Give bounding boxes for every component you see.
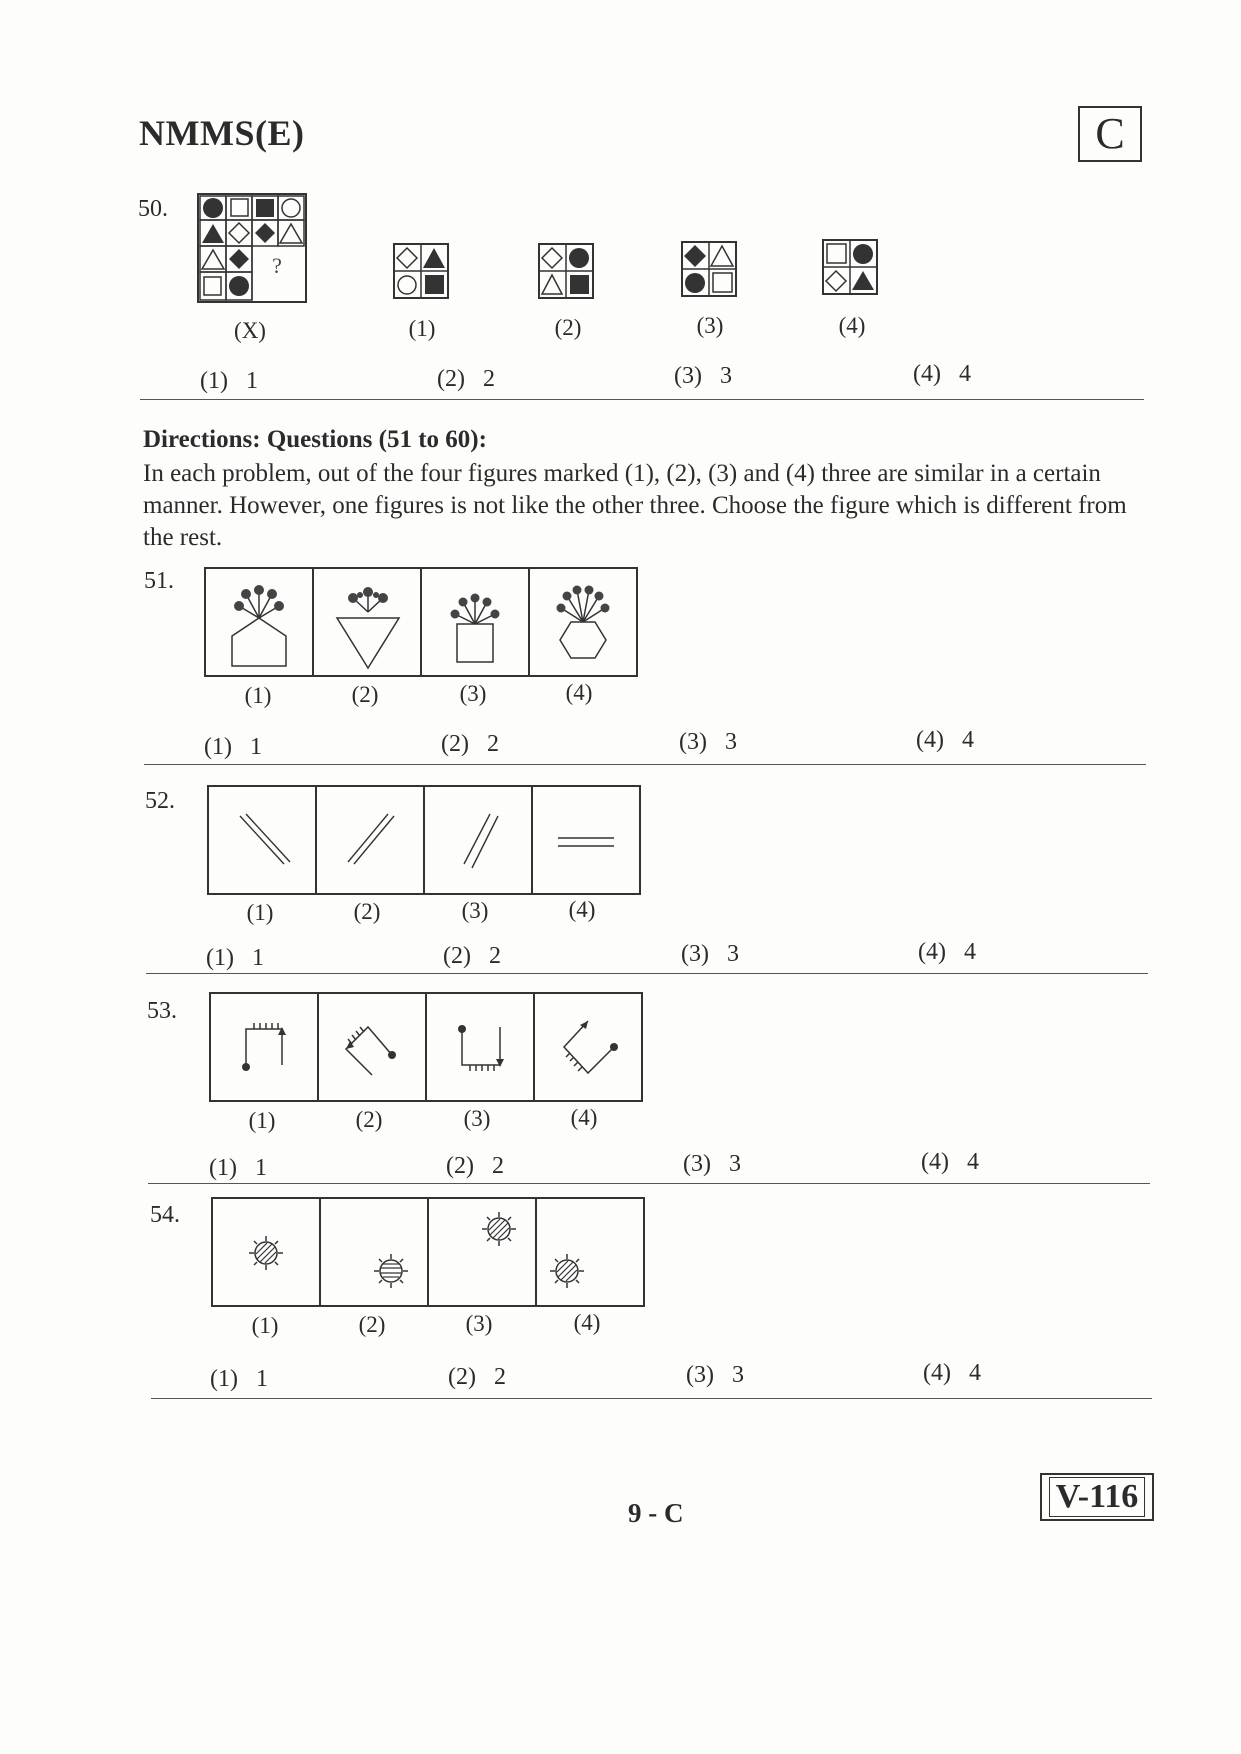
- answer-option-3[interactable]: (3) 3: [681, 941, 739, 967]
- figure-label: (4): [838, 313, 866, 338]
- slash-lines-figure: [330, 800, 410, 880]
- answer-option-4[interactable]: (4) 4: [921, 1149, 979, 1175]
- figure-cell: [209, 787, 317, 893]
- figure-cell: [427, 994, 535, 1100]
- hatched-sun-figure: [213, 1199, 319, 1305]
- backslash-lines-figure: [222, 800, 302, 880]
- answer-option-2[interactable]: (2) 2: [441, 731, 499, 757]
- figure-cell: [422, 569, 530, 675]
- figure-label: (1): [248, 1108, 276, 1133]
- q50-option-2-figure: [538, 243, 594, 299]
- figure-label: (2): [554, 315, 582, 340]
- figure-label: (3): [465, 1311, 493, 1336]
- divider: [148, 1183, 1150, 1184]
- square-flower-figure: [435, 574, 515, 670]
- answer-option-1[interactable]: (1) 1: [209, 1155, 267, 1181]
- figure-label: (2): [358, 1312, 386, 1337]
- figure-label: (3): [696, 313, 724, 338]
- figure-label: (1): [244, 683, 272, 708]
- figure-label: (3): [463, 1106, 491, 1131]
- booklet-code: V-116: [1049, 1477, 1145, 1517]
- figure-label: (3): [461, 898, 489, 923]
- question-number: 54.: [150, 1202, 180, 1228]
- divider: [144, 764, 1146, 765]
- figure-cell: [211, 994, 319, 1100]
- figure-cell: [425, 787, 533, 893]
- set-code-box: C: [1078, 106, 1142, 162]
- answer-option-2[interactable]: (2) 2: [437, 366, 495, 392]
- answer-option-1[interactable]: (1) 1: [204, 734, 262, 760]
- bracket-figure-4: [548, 1007, 628, 1087]
- matrix-figure-x: [197, 193, 307, 303]
- divider: [140, 399, 1144, 400]
- figure-cell: [321, 1199, 429, 1305]
- answer-option-2[interactable]: (2) 2: [448, 1364, 506, 1390]
- answer-option-4[interactable]: (4) 4: [918, 939, 976, 965]
- divider: [151, 1398, 1152, 1399]
- answer-option-3[interactable]: (3) 3: [679, 729, 737, 755]
- hatched-sun-figure: [537, 1199, 643, 1305]
- figure-label: (1): [246, 900, 274, 925]
- figure-label: (3): [459, 681, 487, 706]
- figure-cell: [533, 787, 639, 893]
- answer-option-4[interactable]: (4) 4: [913, 361, 971, 387]
- figure-cell: [317, 787, 425, 893]
- figure-label: (2): [355, 1107, 383, 1132]
- figure-label: (4): [570, 1105, 598, 1130]
- question-number: 53.: [147, 998, 177, 1024]
- question-number: 52.: [145, 788, 175, 814]
- figure-label: (4): [565, 680, 593, 705]
- answer-option-2[interactable]: (2) 2: [443, 943, 501, 969]
- bracket-figure-3: [440, 1007, 520, 1087]
- answer-option-1[interactable]: (1) 1: [200, 368, 258, 394]
- q50-option-4-figure: [822, 239, 878, 295]
- q50-option-1-figure: [393, 243, 449, 299]
- answer-option-3[interactable]: (3) 3: [686, 1362, 744, 1388]
- answer-option-3[interactable]: (3) 3: [683, 1151, 741, 1177]
- figure-cell: [537, 1199, 643, 1305]
- figure-cell: [206, 569, 314, 675]
- divider: [146, 973, 1148, 974]
- figure-strip: [209, 992, 643, 1102]
- question-number: 51.: [144, 568, 174, 594]
- figure-strip: [204, 567, 638, 677]
- answer-option-3[interactable]: (3) 3: [674, 363, 732, 389]
- answer-option-4[interactable]: (4) 4: [916, 727, 974, 753]
- hexagon-flower-figure: [543, 574, 623, 670]
- figure-cell: [429, 1199, 537, 1305]
- figure-label: (1): [251, 1313, 279, 1338]
- figure-label: (2): [353, 899, 381, 924]
- answer-option-1[interactable]: (1) 1: [206, 945, 264, 971]
- figure-label: (4): [568, 897, 596, 922]
- q50-option-3-figure: [681, 241, 737, 297]
- figure-strip: [207, 785, 641, 895]
- figure-cell: [535, 994, 641, 1100]
- figure-label: (1): [408, 316, 436, 341]
- figure-cell: [213, 1199, 321, 1305]
- hatched-sun-figure: [321, 1199, 427, 1305]
- figure-strip: [211, 1197, 645, 1307]
- figure-cell: [319, 994, 427, 1100]
- bracket-figure-1: [224, 1007, 304, 1087]
- figure-label: (4): [573, 1310, 601, 1335]
- page-number: 9 - C: [628, 1498, 684, 1528]
- figure-label: (2): [351, 682, 379, 707]
- hatched-sun-figure: [429, 1199, 535, 1305]
- question-number: 50.: [138, 196, 168, 222]
- paper-title: NMMS(E): [139, 113, 305, 153]
- figure-cell: [314, 569, 422, 675]
- directions-text: In each problem, out of the four figures marked (1), (2), (3) and (4) three are similar in a certain manner. However, one figures is not like the other three. Choose the figure which is different from the rest.: [143, 460, 1127, 551]
- bracket-figure-2: [332, 1007, 412, 1087]
- pentagon-flower-figure: [219, 574, 299, 670]
- answer-option-2[interactable]: (2) 2: [446, 1153, 504, 1179]
- figure-label: (X): [234, 318, 266, 343]
- booklet-code-box: [1040, 1473, 1154, 1521]
- directions-heading: Directions: Questions (51 to 60):: [143, 426, 487, 453]
- steep-slash-lines-figure: [438, 800, 518, 880]
- figure-cell: [530, 569, 636, 675]
- triangle-flower-figure: [327, 574, 407, 670]
- horizontal-lines-figure: [546, 800, 626, 880]
- answer-option-1[interactable]: (1) 1: [210, 1366, 268, 1392]
- question-mark: ?: [272, 253, 282, 278]
- answer-option-4[interactable]: (4) 4: [923, 1360, 981, 1386]
